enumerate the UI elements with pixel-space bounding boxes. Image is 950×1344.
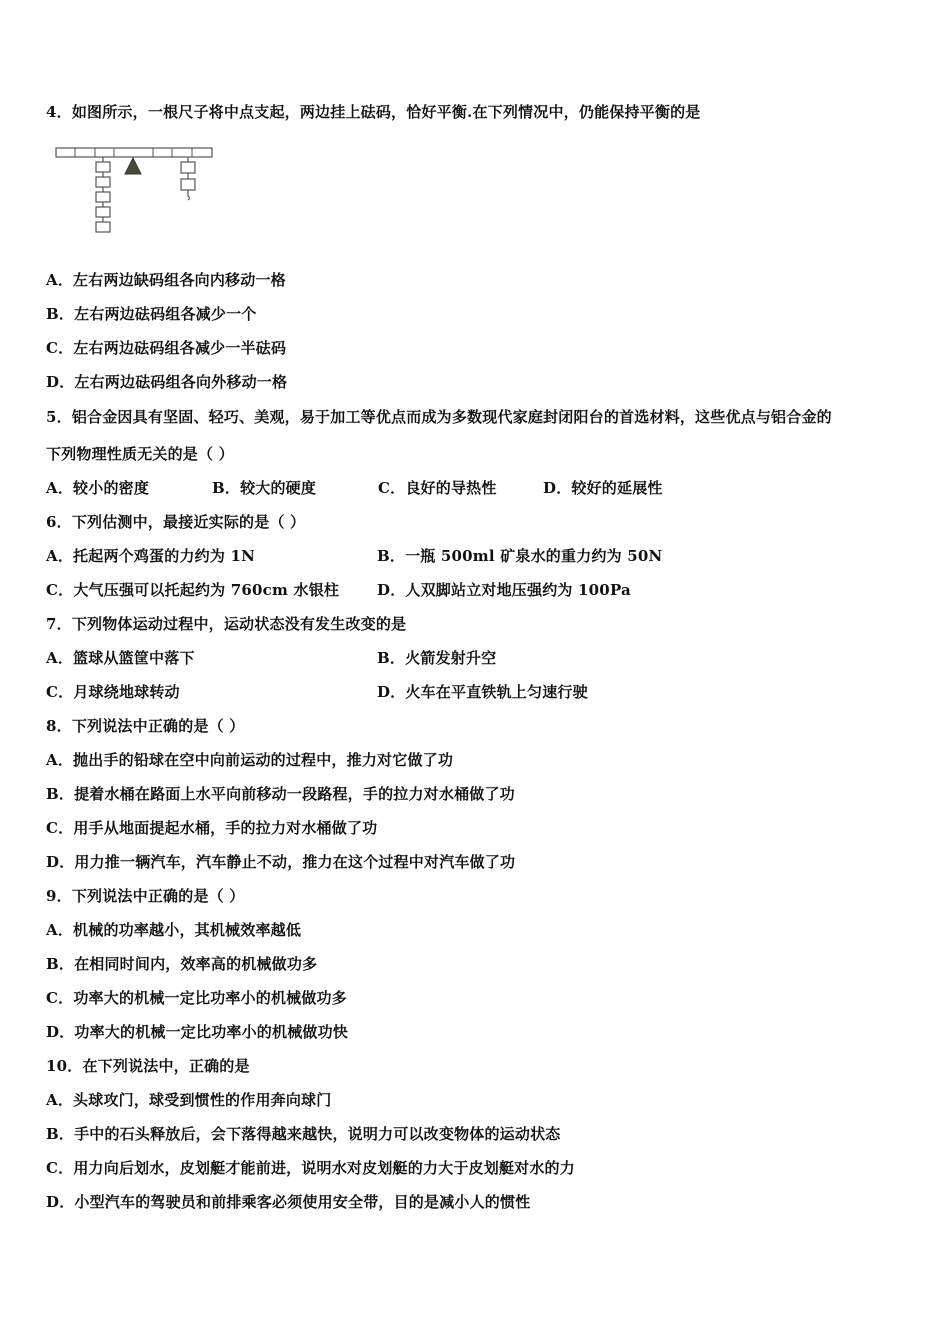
q5-stem-line1: 5．铝合金因具有坚固、轻巧、美观，易于加工等优点而成为多数现代家庭封闭阳台的首选材料，这些优点与铝合金的 bbox=[46, 408, 832, 426]
q6-option-a: A．托起两个鸡蛋的力约为 1N bbox=[46, 547, 256, 565]
lever-balance-diagram bbox=[55, 145, 215, 241]
q5-option-d: D．较好的延展性 bbox=[543, 479, 663, 497]
q5-option-b: B．较大的硬度 bbox=[212, 479, 317, 497]
q10-option-c: C．用力向后划水，皮划艇才能前进，说明水对皮划艇的力大于皮划艇对水的力 bbox=[46, 1159, 575, 1177]
q4-option-c: C．左右两边砝码组各减少一半砝码 bbox=[46, 339, 287, 357]
q8-option-a: A．抛出手的铅球在空中向前运动的过程中，推力对它做了功 bbox=[46, 751, 454, 769]
q6-option-c: C．大气压强可以托起约为 760cm 水银柱 bbox=[46, 581, 340, 599]
q4-stem: 4．如图所示，一根尺子将中点支起，两边挂上砝码，恰好平衡.在下列情况中，仍能保持平衡的是 bbox=[46, 103, 701, 121]
q9-option-a: A．机械的功率越小，其机械效率越低 bbox=[46, 921, 302, 939]
q6-stem: 6．下列估测中，最接近实际的是（ ） bbox=[46, 513, 306, 531]
q10-stem: 10．在下列说法中，正确的是 bbox=[46, 1057, 250, 1075]
q9-option-c: C．功率大的机械一定比功率小的机械做功多 bbox=[46, 989, 347, 1007]
q9-stem: 9．下列说法中正确的是（ ） bbox=[46, 887, 245, 905]
q4-option-b: B．左右两边砝码组各减少一个 bbox=[46, 305, 257, 323]
q9-option-d: D．功率大的机械一定比功率小的机械做功快 bbox=[46, 1023, 349, 1041]
q6-option-d: D．人双脚站立对地压强约为 100Pa bbox=[377, 581, 631, 599]
q8-option-c: C．用手从地面提起水桶，手的拉力对水桶做了功 bbox=[46, 819, 378, 837]
q10-option-b: B．手中的石头释放后，会下落得越来越快，说明力可以改变物体的运动状态 bbox=[46, 1125, 561, 1143]
q10-option-a: A．头球攻门，球受到惯性的作用奔向球门 bbox=[46, 1091, 332, 1109]
q5-stem-line2: 下列物理性质无关的是（ ） bbox=[46, 445, 234, 463]
q5-option-c: C．良好的导热性 bbox=[378, 479, 497, 497]
q7-option-d: D．火车在平直铁轨上匀速行驶 bbox=[377, 683, 588, 701]
q10-option-d: D．小型汽车的驾驶员和前排乘客必须使用安全带，目的是减小人的惯性 bbox=[46, 1193, 531, 1211]
q8-option-d: D．用力推一辆汽车，汽车静止不动，推力在这个过程中对汽车做了功 bbox=[46, 853, 516, 871]
q4-option-d: D．左右两边砝码组各向外移动一格 bbox=[46, 373, 288, 391]
q9-option-b: B．在相同时间内，效率高的机械做功多 bbox=[46, 955, 318, 973]
q7-option-a: A．篮球从篮筐中落下 bbox=[46, 649, 195, 667]
q7-stem: 7．下列物体运动过程中，运动状态没有发生改变的是 bbox=[46, 615, 407, 633]
q7-option-b: B．火箭发射升空 bbox=[377, 649, 497, 667]
q7-option-c: C．月球绕地球转动 bbox=[46, 683, 180, 701]
q6-option-b: B．一瓶 500ml 矿泉水的重力约为 50N bbox=[377, 547, 663, 565]
balance-figure bbox=[55, 145, 215, 245]
q5-option-a: A．较小的密度 bbox=[46, 479, 150, 497]
q8-stem: 8．下列说法中正确的是（ ） bbox=[46, 717, 245, 735]
q4-option-a: A．左右两边缺码组各向内移动一格 bbox=[46, 271, 286, 289]
q8-option-b: B．提着水桶在路面上水平向前移动一段路程，手的拉力对水桶做了功 bbox=[46, 785, 515, 803]
